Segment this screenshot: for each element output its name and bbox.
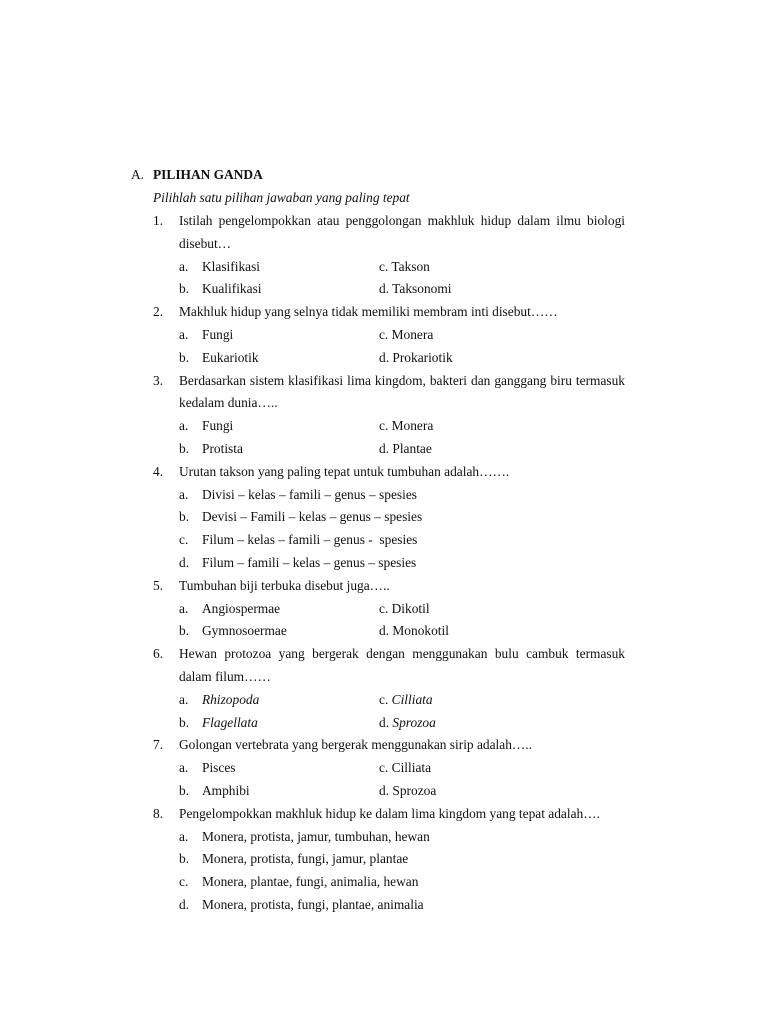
- option-text: d. Taksonomi: [379, 281, 452, 297]
- option-text: d. Prokariotik: [379, 349, 453, 365]
- option-list: [179, 415, 625, 461]
- option-letter: b.: [179, 281, 190, 297]
- question-8: [153, 803, 625, 917]
- option-letter: a.: [179, 418, 189, 434]
- option-text: Pisces: [202, 760, 236, 776]
- question-number: 2.: [153, 304, 164, 320]
- option-text: c. Cilliata: [379, 760, 432, 776]
- option-text: c. Monera: [379, 326, 434, 342]
- question-text: Hewan protozoa yang bergerak dengan menggunakan bulu cambuk termasuk dalam filum……: [179, 646, 625, 684]
- option-letter: a.: [179, 486, 189, 502]
- option-list: [179, 484, 625, 575]
- option-letter: b.: [179, 714, 190, 730]
- question-text: Golongan vertebrata yang bergerak menggunakan sirip adalah…..: [179, 737, 532, 753]
- option-text: Monera, protista, fungi, jamur, plantae: [202, 851, 409, 867]
- question-3: [153, 370, 625, 461]
- option-text: Filum – famili – kelas – genus – spesies: [202, 554, 417, 570]
- question-text: Urutan takson yang paling tepat untuk tumbuhan adalah…….: [179, 463, 510, 479]
- option-letter: a.: [179, 258, 189, 274]
- option-letter: b.: [179, 851, 190, 867]
- question-text: Tumbuhan biji terbuka disebut juga…..: [179, 577, 390, 593]
- option-letter: b.: [179, 349, 190, 365]
- section-heading: [131, 164, 263, 186]
- option-list: [179, 256, 625, 302]
- instruction-text: Pilihlah satu pilihan jawaban yang paling tepat: [153, 190, 410, 205]
- option-list: [179, 689, 625, 735]
- option-text: Klasifikasi: [202, 258, 261, 274]
- question-text: Makhluk hidup yang selnya tidak memiliki membram inti disebut……: [179, 304, 558, 320]
- option-letter: c.: [179, 532, 189, 548]
- option-text: Fungi: [202, 418, 234, 434]
- option-text: Monera, plantae, fungi, animalia, hewan: [202, 874, 419, 890]
- section-letter: A.: [131, 167, 145, 182]
- section-title: PILIHAN GANDA: [153, 167, 263, 182]
- question-5: [153, 575, 625, 643]
- option-letter: b.: [179, 623, 190, 639]
- option-text: Kualifikasi: [202, 281, 262, 297]
- option-letter: d.: [179, 554, 190, 570]
- question-number: 3.: [153, 372, 164, 388]
- option-letter: c.: [179, 874, 189, 890]
- option-text: Rhizopoda: [202, 691, 260, 707]
- option-list: [179, 757, 625, 803]
- option-text: Monera, protista, jamur, tumbuhan, hewan: [202, 828, 430, 844]
- option-text: Sprozoa: [392, 714, 436, 730]
- option-letter: a.: [179, 691, 189, 707]
- question-1: [153, 210, 625, 301]
- option-letter: a.: [179, 828, 189, 844]
- question-number: 1.: [153, 213, 164, 228]
- option-list: [179, 324, 625, 370]
- option-text: d. Sprozoa: [379, 782, 437, 798]
- question-number: 7.: [153, 737, 164, 753]
- option-text: Fungi: [202, 326, 234, 342]
- option-text-d: d. Sprozoa: [379, 714, 436, 730]
- option-text: Amphibi: [202, 782, 250, 798]
- question-2: [153, 301, 625, 369]
- question-number: 8.: [153, 805, 164, 821]
- option-list: [179, 598, 625, 644]
- question-number: 6.: [153, 646, 164, 662]
- option-text: d. Monokotil: [379, 623, 449, 639]
- option-text: c. Monera: [379, 418, 434, 434]
- option-text: Divisi – kelas – famili – genus – spesies: [202, 486, 417, 502]
- option-list: [179, 826, 625, 917]
- question-list: [153, 210, 625, 917]
- question-4: [153, 461, 625, 575]
- question-6: [153, 643, 625, 734]
- option-letter: b.: [179, 440, 190, 456]
- option-letter: a.: [179, 600, 189, 616]
- option-text: Devisi – Famili – kelas – genus – spesies: [202, 509, 423, 525]
- option-letter: a.: [179, 760, 189, 776]
- option-text: c. Dikotil: [379, 600, 430, 616]
- option-text: Cilliata: [391, 691, 433, 707]
- option-letter: b.: [179, 509, 190, 525]
- option-text: Filum – kelas – famili – genus - spesies: [202, 532, 418, 548]
- option-text: d. Plantae: [379, 440, 432, 456]
- option-letter: b.: [179, 782, 190, 798]
- option-letter: a.: [179, 326, 189, 342]
- option-text-c: c. Cilliata: [379, 691, 433, 707]
- question-text: Berdasarkan sistem klasifikasi lima kingdom, bakteri dan ganggang biru termasuk kedalam dunia…..: [179, 372, 625, 411]
- question-text: Istilah pengelompokkan atau penggolongan makhluk hidup dalam ilmu biologi disebut…: [179, 213, 625, 251]
- question-text: Pengelompokkan makhluk hidup ke dalam lima kingdom yang tepat adalah….: [179, 805, 600, 821]
- option-text: Eukariotik: [202, 349, 259, 365]
- option-text: Flagellata: [202, 714, 258, 730]
- option-text: Angiospermae: [202, 600, 281, 616]
- option-letter: d.: [179, 896, 190, 912]
- option-text: Monera, protista, fungi, plantae, animalia: [202, 896, 424, 912]
- option-text: c. Takson: [379, 258, 430, 274]
- question-7: [153, 734, 625, 802]
- option-text: Protista: [202, 440, 243, 456]
- question-number: 4.: [153, 463, 164, 479]
- option-text: Gymnosoermae: [202, 623, 287, 639]
- question-number: 5.: [153, 577, 164, 593]
